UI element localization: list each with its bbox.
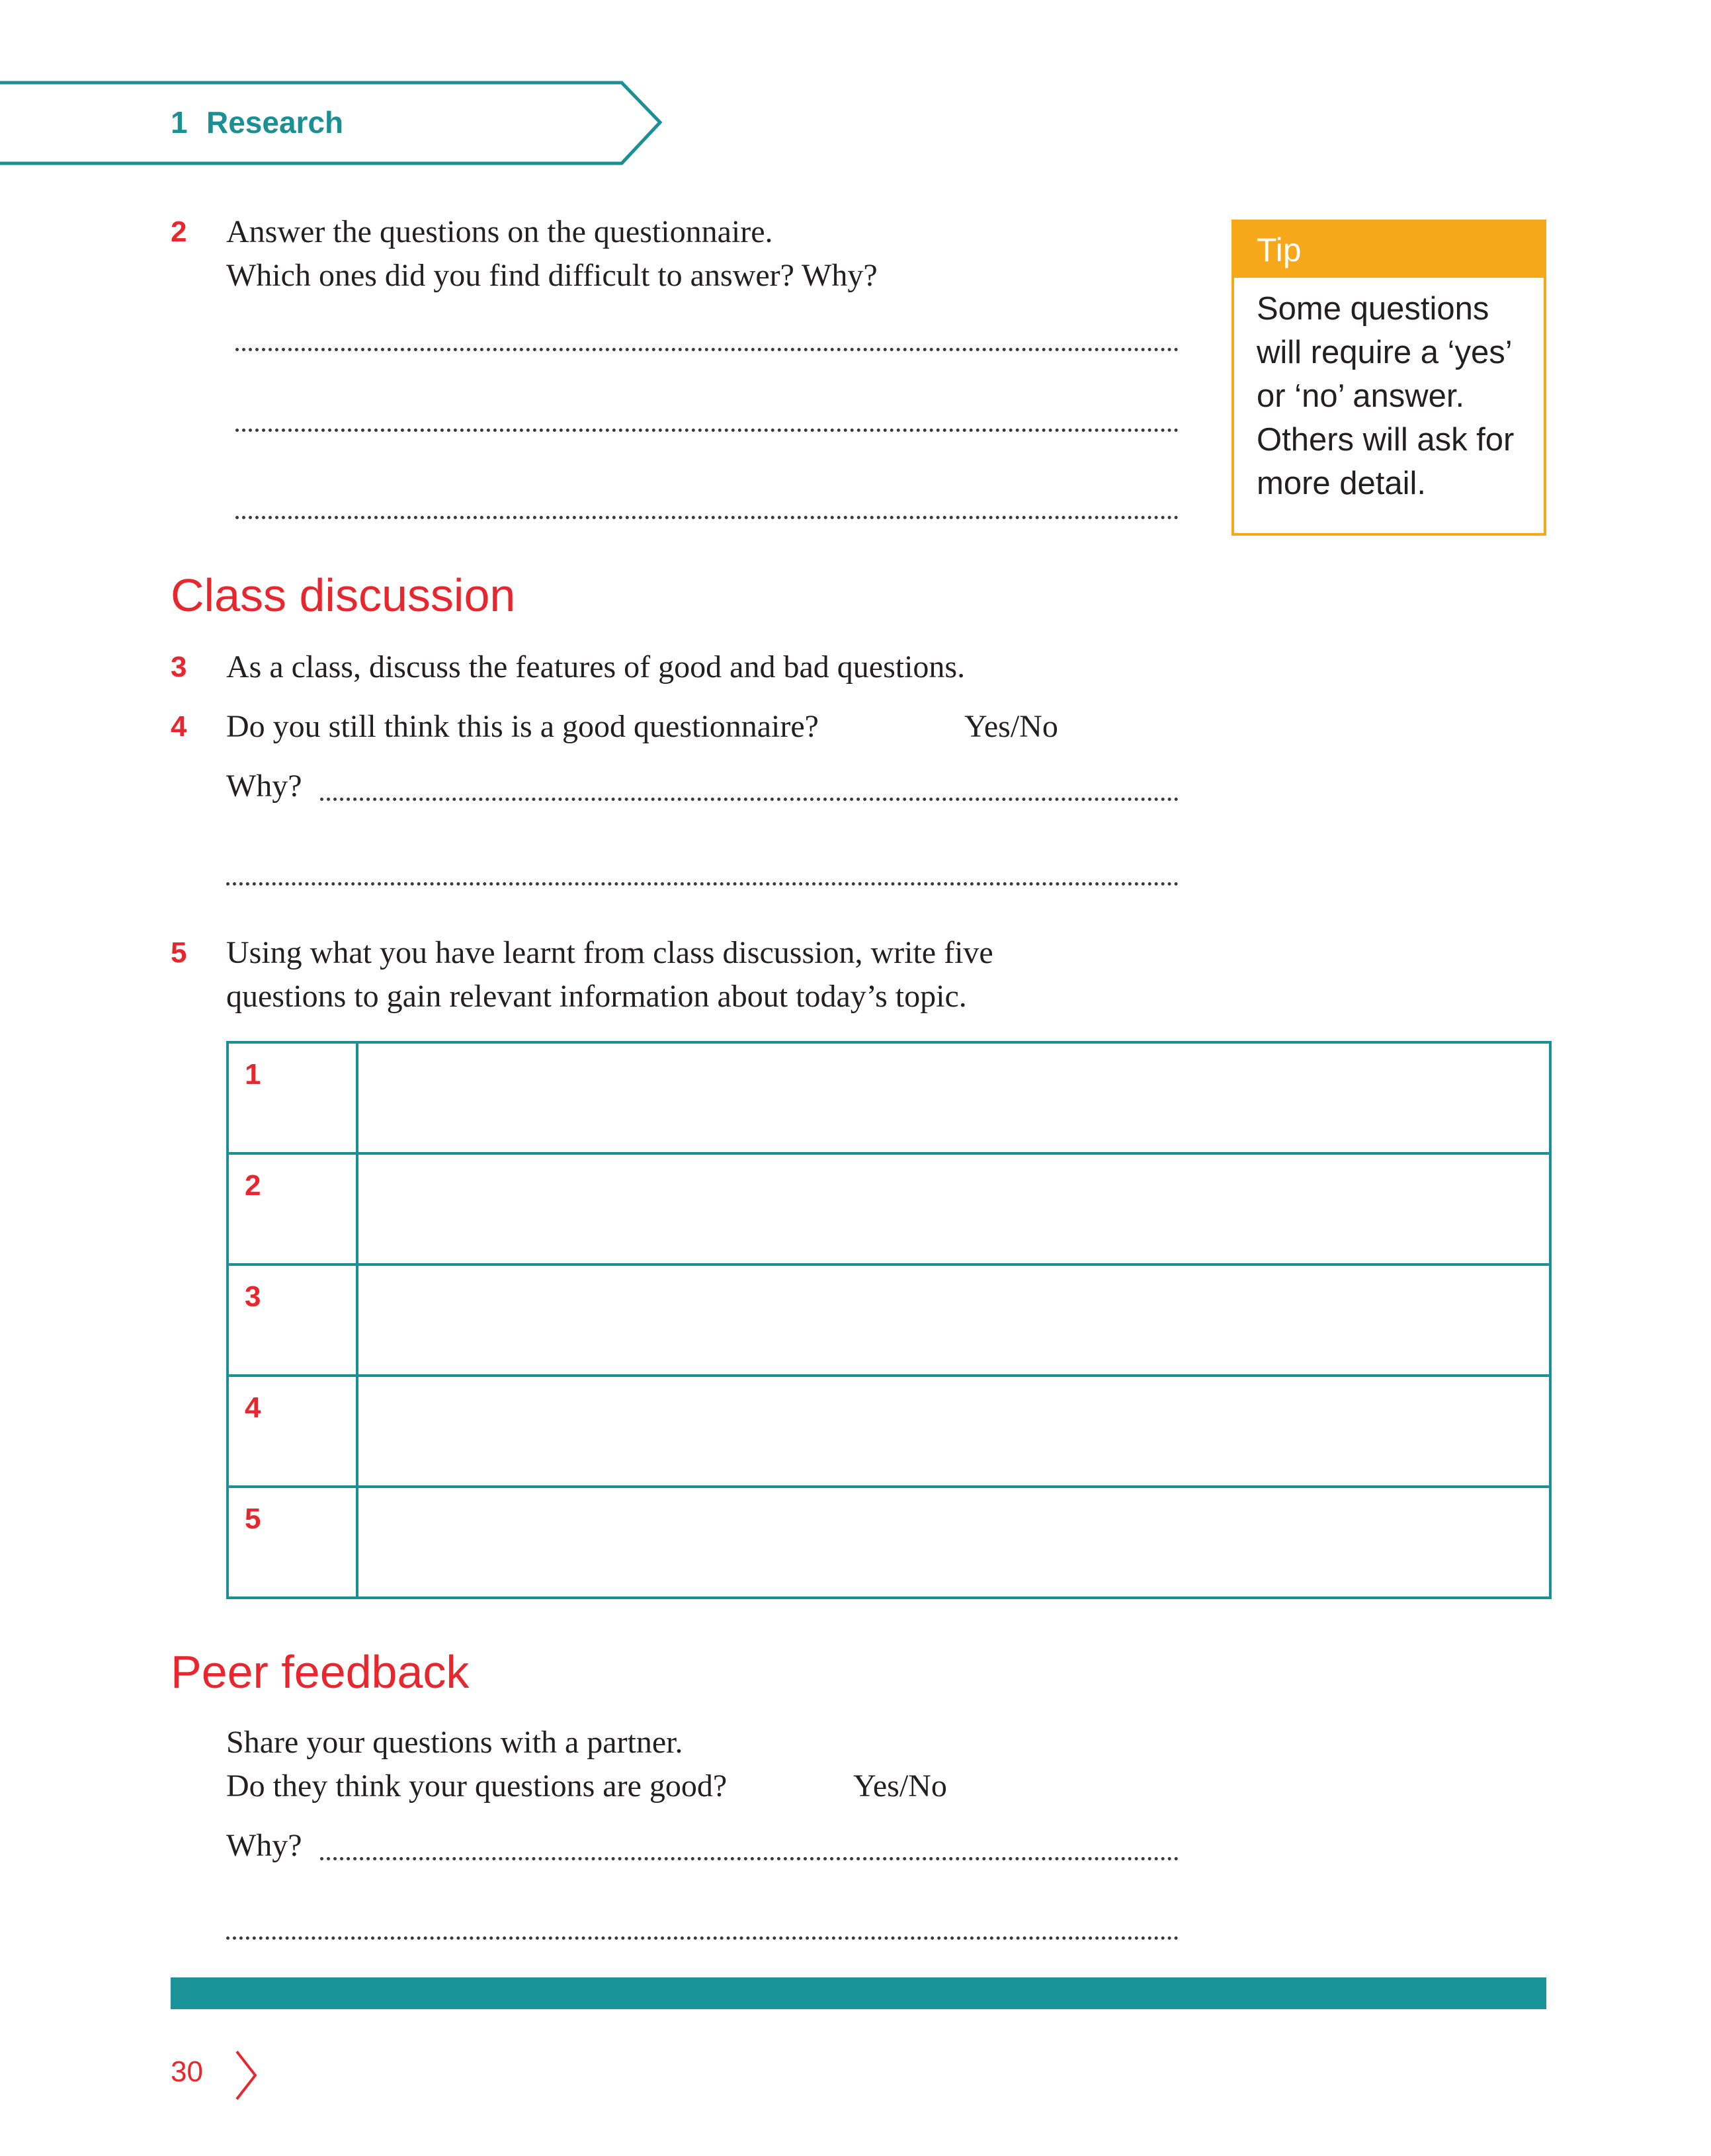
questions-table (226, 1041, 1552, 1599)
row-number: 3 (228, 1265, 357, 1376)
question-5-line-1: Using what you have learnt from class discussion, write five (226, 935, 993, 970)
question-cell[interactable] (357, 1265, 1550, 1376)
tip-title: Tip (1234, 222, 1544, 278)
question-3-text: As a class, discuss the features of good and bad questions. (226, 649, 966, 684)
table-row (228, 1376, 1550, 1487)
class-discussion-heading: Class discussion (171, 569, 516, 621)
row-number: 1 (228, 1042, 357, 1153)
tip-line: Some questions (1257, 291, 1489, 327)
table-row (228, 1042, 1550, 1153)
question-5-line-2: questions to gain relevant information about today’s topic. (226, 979, 967, 1014)
answer-line[interactable] (235, 516, 1179, 519)
question-4-number: 4 (171, 710, 187, 743)
answer-line[interactable] (226, 882, 1179, 886)
question-cell[interactable] (357, 1153, 1550, 1265)
peer-feedback-why-label: Why? (226, 1828, 302, 1863)
answer-line[interactable] (235, 348, 1179, 351)
question-2-number: 2 (171, 216, 187, 248)
question-2-line-1: Answer the questions on the questionnaire. (226, 214, 773, 249)
question-3-number: 3 (171, 651, 187, 683)
chevron-right-icon (233, 2049, 259, 2102)
peer-feedback-line-2: Do they think your questions are good? (226, 1768, 728, 1804)
answer-line[interactable] (320, 1857, 1179, 1860)
peer-feedback-line-1: Share your questions with a partner. (226, 1725, 683, 1760)
footer-bar (171, 1977, 1546, 2009)
tip-line: will require a ‘yes’ (1257, 335, 1513, 370)
tip-line: more detail. (1257, 466, 1427, 501)
answer-line[interactable] (226, 1936, 1179, 1940)
tip-box (1231, 220, 1546, 536)
chapter-title: Research (206, 105, 344, 140)
question-cell[interactable] (357, 1487, 1550, 1598)
answer-line[interactable] (235, 429, 1179, 432)
peer-feedback-heading: Peer feedback (171, 1646, 470, 1698)
question-4-text: Do you still think this is a good questionnaire? (226, 709, 819, 744)
table-row (228, 1487, 1550, 1598)
question-cell[interactable] (357, 1042, 1550, 1153)
row-number: 4 (228, 1376, 357, 1487)
question-cell[interactable] (357, 1376, 1550, 1487)
question-5-number: 5 (171, 936, 187, 969)
row-number: 5 (228, 1487, 357, 1598)
tip-text (1234, 278, 1544, 505)
question-4-options: Yes/No (964, 709, 1058, 744)
tip-line: or ‘no’ answer. (1257, 378, 1465, 414)
table-row (228, 1265, 1550, 1376)
answer-line[interactable] (320, 798, 1179, 801)
peer-feedback-options: Yes/No (853, 1768, 947, 1804)
row-number: 2 (228, 1153, 357, 1265)
table-row (228, 1153, 1550, 1265)
chapter-number: 1 (171, 105, 188, 140)
page-number: 30 (171, 2055, 203, 2088)
tip-line: Others will ask for (1257, 422, 1515, 458)
question-4-why-label: Why? (226, 768, 302, 804)
question-2-line-2: Which ones did you find difficult to answer? Why? (226, 258, 878, 293)
